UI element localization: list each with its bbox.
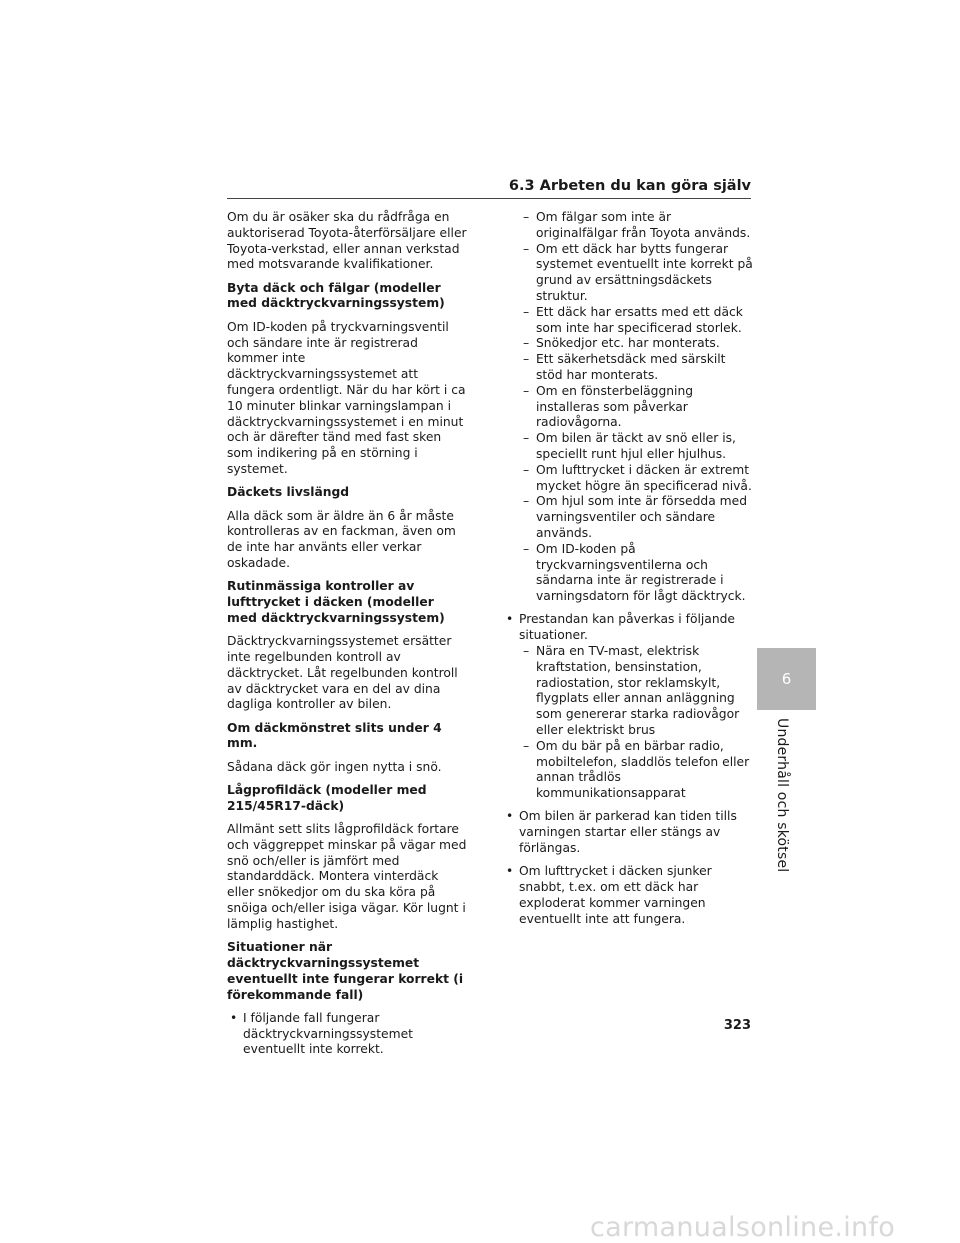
dash-list: [503, 210, 753, 605]
section-heading: Lågprofildäck (modeller med 215/45R17-däck): [227, 783, 427, 813]
dash-text: Om fälgar som inte är originalfälgar från Toyota används.: [536, 210, 751, 240]
bullet-text: I följande fall fungerar däcktryckvarningssystemet eventuellt inte korrekt.: [243, 1010, 413, 1057]
chapter-tab: 6: [757, 648, 816, 710]
dash-item: – Om ett däck har bytts fungerar systemet eventuellt inte korrekt på grund av ersättningsdäckets struktur.: [523, 241, 753, 303]
bullet-text: Prestandan kan påverkas i följande situationer.: [519, 612, 735, 643]
section-heading: Byta däck och fälgar (modeller med däcktryckvarningssystem): [227, 280, 445, 311]
dash-text: Snökedjor etc. har monterats.: [536, 336, 720, 351]
dash-item: – Ett säkerhetsdäck med särskilt stöd har monterats.: [523, 352, 726, 382]
dash-item: – Om fälgar som inte är originalfälgar från Toyota används.: [523, 210, 751, 240]
paragraph: Om ID-koden på tryckvarningsventil och sändare inte är registrerad kommer inte däcktryckvarningssystemet att fungera ordentligt. När du har kört i ca 10 minuter blinkar varningslampan i däcktryckvarningssystemet i en minut och är därefter tänd med fast sken som indikering på en störning i systemet.: [227, 319, 466, 476]
bullet-dot: •: [506, 612, 514, 627]
bullet-dot: •: [506, 809, 514, 824]
page-header: 6.3 Arbeten du kan göra själv: [227, 178, 751, 199]
dash-text: Nära en TV-mast, elektrisk kraftstation, bensinstation, radiostation, stor reklamskylt, flygplats eller annan anläggning som genererar starka radiovågor eller elektriskt brus: [536, 644, 740, 737]
dash-text: Om ett däck har bytts fungerar systemet eventuellt inte korrekt på grund av ersättningsdäckets struktur.: [536, 241, 753, 303]
bullet-text: Om bilen är parkerad kan tiden tills varningen startar eller stängs av förlängas.: [519, 809, 737, 856]
section-heading: Om däckmönstret slits under 4 mm.: [227, 720, 442, 751]
bullet-dot: •: [230, 1010, 238, 1025]
dash-item: – Om lufttrycket i däcken är extremt mycket högre än specificerad nivå.: [523, 462, 752, 493]
left-column: [227, 210, 467, 1066]
bullet-item: [503, 612, 753, 802]
bullet-item: [227, 1011, 467, 1058]
right-column: [503, 210, 753, 935]
dash-text: Om hjul som inte är försedda med varningsventiler och sändare används.: [536, 494, 748, 540]
paragraph: Om du är osäker ska du rådfråga en auktoriserad Toyota-återförsäljare eller Toyota-verkstad, eller annan verkstad med motsvarande kvalifikationer.: [227, 210, 467, 272]
dash-item: – Om bilen är täckt av snö eller is, speciellt runt hjul eller hjulhus.: [523, 431, 736, 461]
chapter-label: Underhåll och skötsel: [774, 718, 790, 873]
dash-text: Om lufttrycket i däcken är extremt mycket högre än specificerad nivå.: [536, 462, 752, 493]
dash-item: – Om du bär på en bärbar radio, mobiltelefon, sladdlös telefon eller annan trådlös kommunikationsapparat: [523, 738, 750, 801]
dash-item: – Snökedjor etc. har monterats.: [523, 336, 720, 351]
dash-text: Om bilen är täckt av snö eller is, speciellt runt hjul eller hjulhus.: [536, 431, 736, 461]
dash-text: Ett däck har ersatts med ett däck som inte har specificerad storlek.: [536, 304, 743, 335]
dash-text: Om en fönsterbeläggning installeras som påverkar radiovågorna.: [536, 383, 694, 430]
bullet-item: [503, 809, 753, 856]
paragraph: Alla däck som är äldre än 6 år måste kontrolleras av en fackman, även om de inte har använts eller verkar oskadade.: [227, 508, 456, 570]
dash-item: – Ett däck har ersatts med ett däck som inte har specificerad storlek.: [523, 304, 743, 335]
bullet-text: Om lufttrycket i däcken sjunker snabbt, t.ex. om ett däck har exploderat kommer varningen eventuellt inte att fungera.: [519, 864, 712, 926]
paragraph: Allmänt sett slits lågprofildäck fortare och väggreppet minskar på vägar med snö och/eller is jämfört med standarddäck. Montera vinterdäck eller snökedjor om du ska köra på snöiga och/eller isiga vägar. Kör lugnt i lämplig hastighet.: [227, 822, 467, 931]
dash-item: – Om ID-koden på tryckvarningsventilerna och sändarna inte är registrerade i varningsdatorn för lågt däcktryck.: [523, 541, 746, 604]
section-heading: Situationer när däcktryckvarningssystemet eventuellt inte fungerar korrekt (i förekommande fall): [227, 940, 464, 1002]
paragraph: Sådana däck gör ingen nytta i snö.: [227, 759, 442, 774]
dash-text: Om du bär på en bärbar radio, mobiltelefon, sladdlös telefon eller annan trådlös kommunikationsapparat: [536, 738, 750, 801]
dash-item: – Nära en TV-mast, elektrisk kraftstation, bensinstation, radiostation, stor reklamskylt, flygplats eller annan anläggning som genererar starka radiovågor eller elektriskt brus: [523, 644, 740, 737]
bullet-item: [503, 864, 753, 927]
dash-text: Om ID-koden på tryckvarningsventilerna och sändarna inte är registrerade i varningsdatorn för lågt däcktryck.: [536, 541, 746, 604]
page-number: 323: [723, 1018, 751, 1033]
section-heading: Rutinmässiga kontroller av lufttrycket i däcken (modeller med däcktryckvarningssystem): [227, 579, 445, 625]
dash-item: – Om en fönsterbeläggning installeras som påverkar radiovågorna.: [523, 383, 694, 430]
dash-item: – Om hjul som inte är försedda med varningsventiler och sändare används.: [523, 494, 748, 540]
watermark-text: carmanualsonline.info: [590, 1212, 896, 1243]
bullet-dot: •: [506, 864, 514, 879]
dash-text: Ett säkerhetsdäck med särskilt stöd har monterats.: [536, 352, 726, 382]
paragraph: Däcktryckvarningssystemet ersätter inte regelbunden kontroll av däcktrycket. Låt regelbunden kontroll av däcktrycket vara en del av dina dagliga kontroller av bilen.: [227, 634, 458, 712]
section-heading: Däckets livslängd: [227, 485, 350, 500]
